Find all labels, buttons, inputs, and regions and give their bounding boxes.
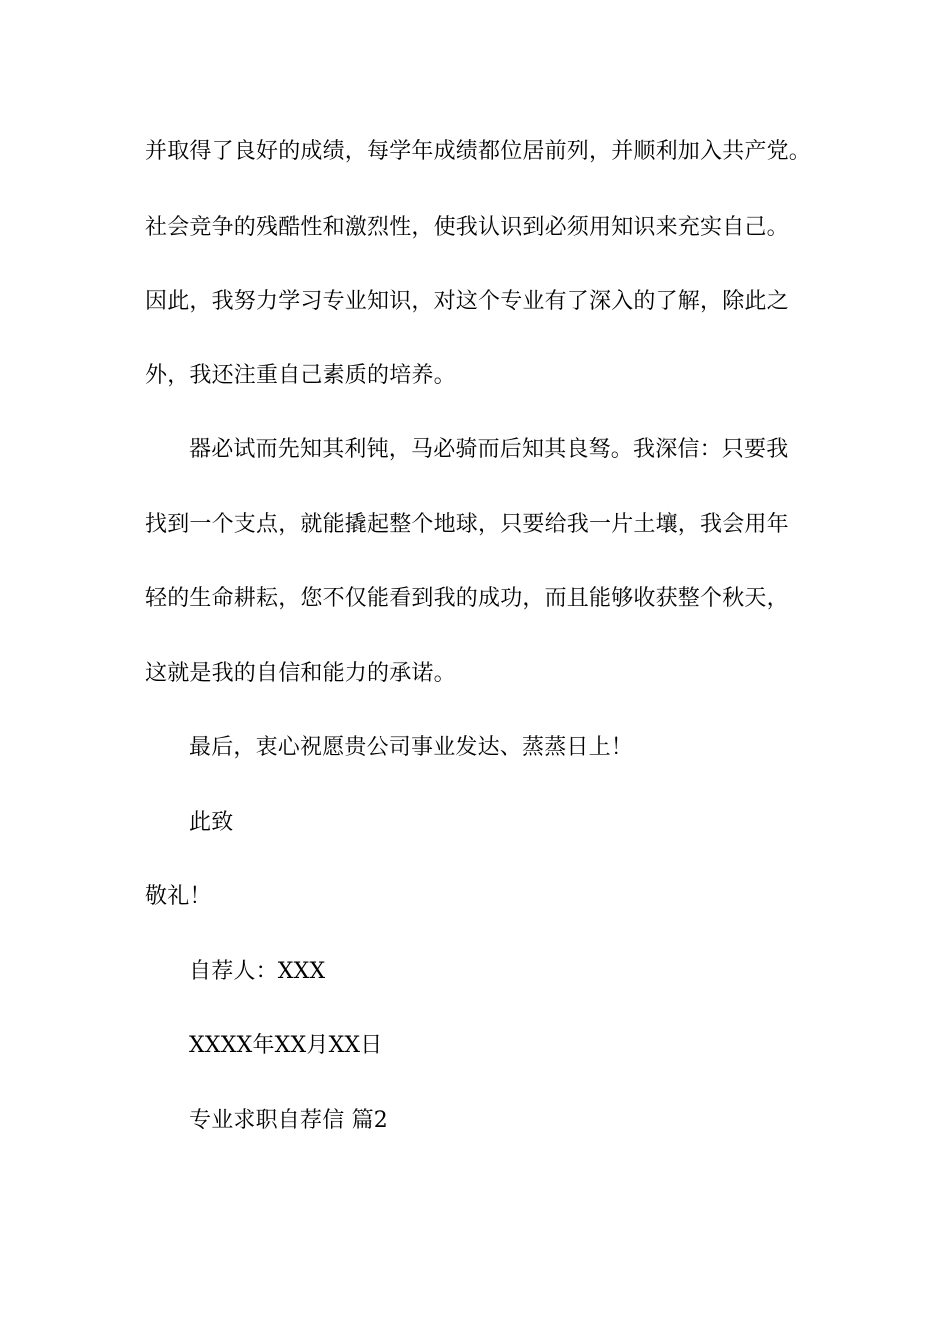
closing-regards: 敬礼！ bbox=[145, 884, 212, 909]
closing-salutation: 此致 bbox=[189, 810, 234, 835]
paragraph-line-6: 找到一个支点，就能撬起整个地球，只要给我一片土壤，我会用年 bbox=[145, 512, 789, 537]
paragraph-line-8: 这就是我的自信和能力的承诺。 bbox=[145, 661, 456, 686]
paragraph-line-3: 因此，我努力学习专业知识，对这个专业有了深入的了解，除此之 bbox=[145, 289, 789, 314]
paragraph-line-5: 器必试而先知其利钝，马必骑而后知其良驽。我深信：只要我 bbox=[189, 437, 789, 462]
signature-date: XXXX年XX月XX日 bbox=[189, 1033, 383, 1058]
paragraph-line-7: 轻的生命耕耘，您不仅能看到我的成功，而且能够收获整个秋天， bbox=[145, 586, 789, 611]
paragraph-line-2: 社会竞争的残酷性和激烈性，使我认识到必须用知识来充实自己。 bbox=[145, 215, 789, 240]
signature-name: 自荐人：XXX bbox=[189, 959, 326, 984]
paragraph-line-1: 并取得了良好的成绩，每学年成绩都位居前列，并顺利加入共产党。 bbox=[145, 139, 812, 164]
closing-wish: 最后，衷心祝愿贵公司事业发达、蒸蒸日上！ bbox=[189, 735, 634, 760]
paragraph-line-4: 外，我还注重自己素质的培养。 bbox=[145, 363, 456, 388]
section-heading: 专业求职自荐信 篇2 bbox=[189, 1108, 388, 1133]
